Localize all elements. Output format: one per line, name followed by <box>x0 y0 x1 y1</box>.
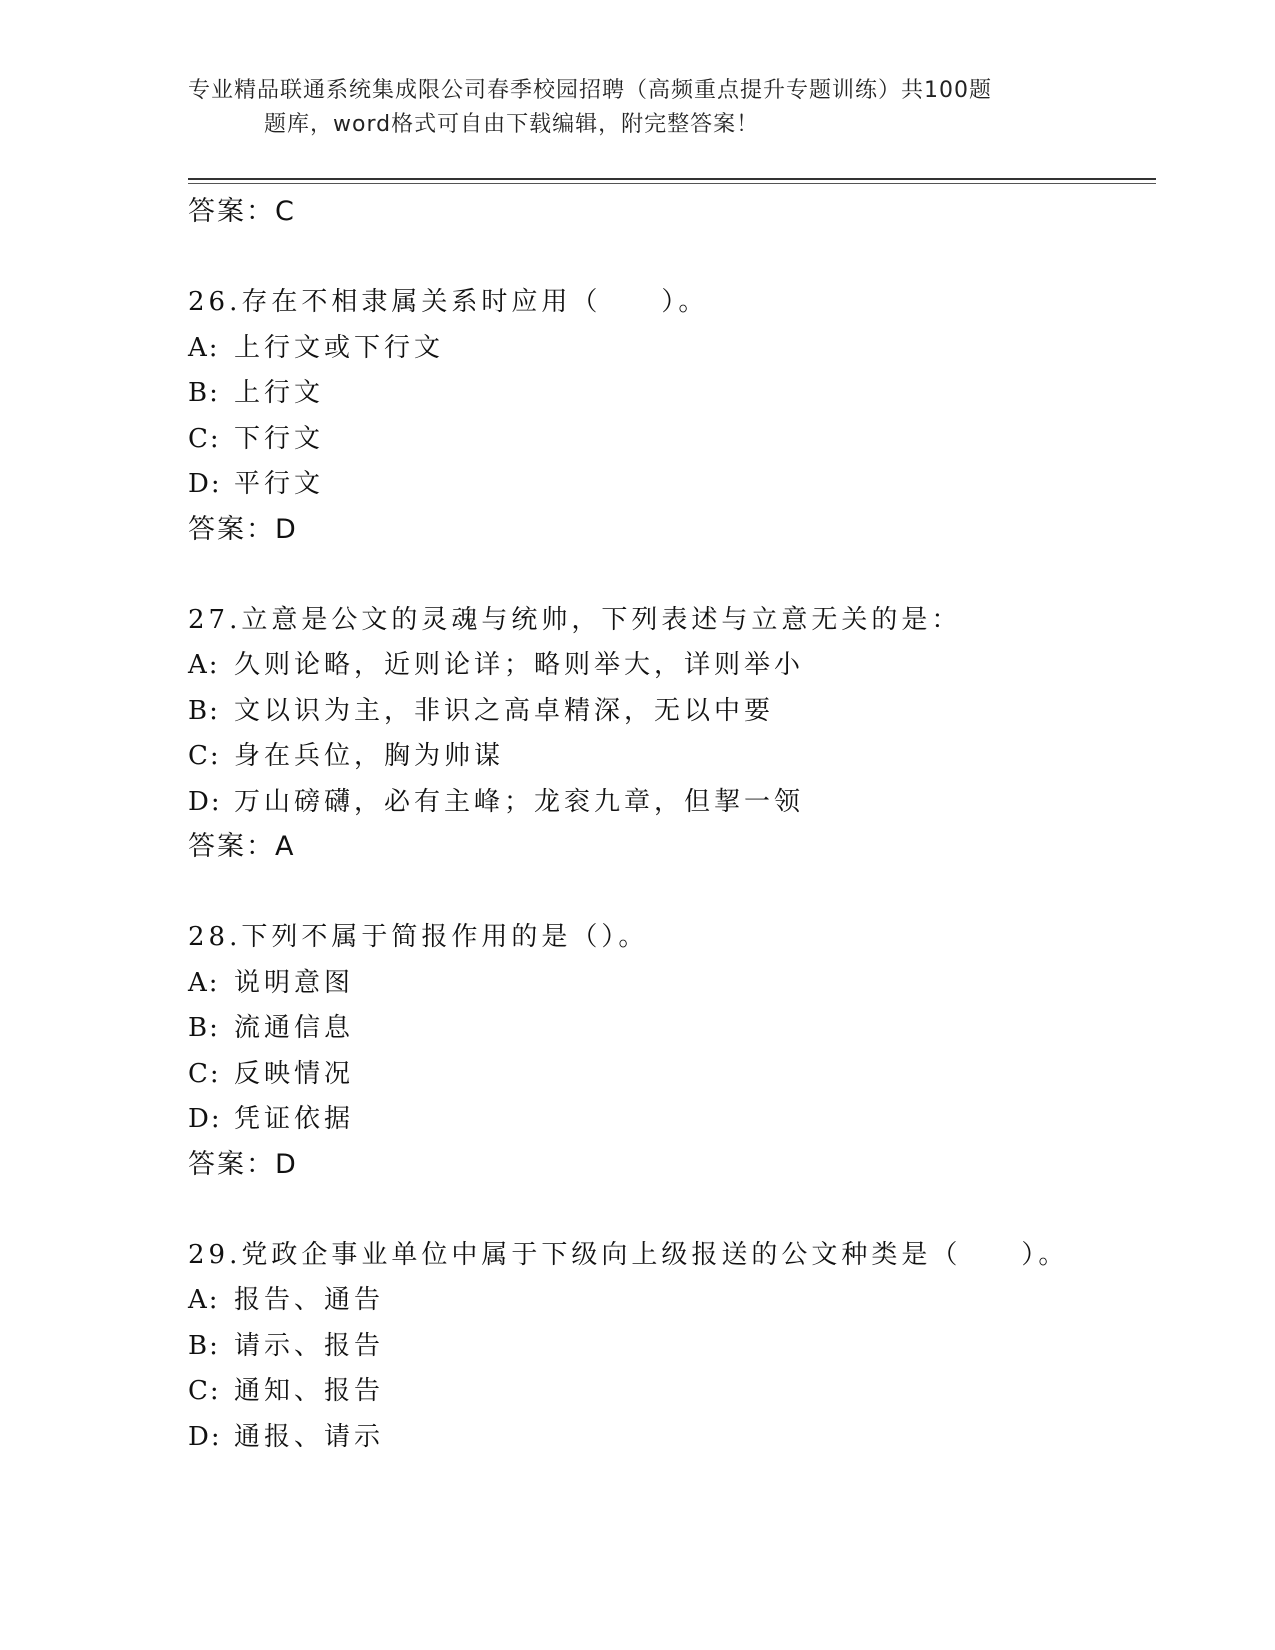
answer-28: 答案：D <box>188 1148 298 1180</box>
question-29 <box>188 1233 1148 1461</box>
option-key: D: <box>188 1421 222 1452</box>
option-text: 说明意图 <box>234 967 355 998</box>
option-text: 流通信息 <box>234 1013 355 1043</box>
option-key: A: <box>188 650 220 680</box>
option-key: C: <box>188 741 221 771</box>
option-c <box>188 1052 1148 1098</box>
option-key: D: <box>188 786 222 817</box>
option-key: C: <box>188 1058 221 1089</box>
question-stem: 28.下列不属于简报作用的是（）。 <box>188 922 649 952</box>
option-text: 下行文 <box>234 423 325 454</box>
option-key: D: <box>188 469 222 499</box>
option-text: 身在兵位，胸为帅谋 <box>234 741 505 771</box>
option-key: A: <box>188 967 220 998</box>
header-title-line-2: 题库，word格式可自由下载编辑，附完整答案！ <box>264 112 760 137</box>
option-b <box>188 689 1148 735</box>
option-text: 上行文 <box>234 378 325 408</box>
answer-25: 答案：C <box>188 196 296 227</box>
answer-26: 答案：D <box>188 513 298 545</box>
option-d <box>188 1415 1148 1461</box>
option-b <box>188 1006 1148 1052</box>
option-key: B: <box>188 1013 220 1043</box>
question-27 <box>188 598 1148 870</box>
option-key: B: <box>188 378 220 408</box>
option-text: 上行文或下行文 <box>234 332 445 363</box>
question-stem: 26.存在不相隶属关系时应用（ ）。 <box>188 287 709 317</box>
question-stem: 27.立意是公文的灵魂与统帅，下列表述与立意无关的是： <box>188 604 962 635</box>
option-text: 平行文 <box>234 469 325 499</box>
option-key: B: <box>188 1330 220 1361</box>
option-a <box>188 1278 1148 1324</box>
option-c <box>188 417 1148 463</box>
question-28 <box>188 915 1148 1187</box>
page-header <box>188 74 1088 142</box>
option-a <box>188 326 1148 372</box>
option-key: C: <box>188 1376 221 1406</box>
question-26 <box>188 280 1148 552</box>
option-b <box>188 371 1148 417</box>
option-text: 凭证依据 <box>234 1104 355 1134</box>
header-divider-thin <box>188 183 1156 184</box>
option-text: 请示、报告 <box>234 1330 385 1361</box>
option-text: 久则论略，近则论详；略则举大，详则举小 <box>234 650 805 680</box>
option-key: B: <box>188 695 220 726</box>
option-d <box>188 462 1148 508</box>
option-d <box>188 1097 1148 1143</box>
question-stem: 29.党政企事业单位中属于下级向上级报送的公文种类是（ ）。 <box>188 1239 1069 1270</box>
option-text: 反映情况 <box>234 1058 355 1089</box>
option-a <box>188 643 1148 689</box>
option-key: D: <box>188 1104 222 1134</box>
option-key: C: <box>188 423 221 454</box>
option-text: 万山磅礴，必有主峰；龙衮九章，但挈一领 <box>234 786 805 817</box>
answer-27: 答案：A <box>188 831 296 862</box>
option-c <box>188 1369 1148 1415</box>
option-key: A: <box>188 1285 220 1315</box>
question-list <box>188 190 1148 1506</box>
option-text: 通知、报告 <box>234 1376 385 1406</box>
option-c <box>188 734 1148 780</box>
header-divider-thick <box>188 178 1156 180</box>
option-d <box>188 780 1148 826</box>
option-text: 报告、通告 <box>234 1285 385 1315</box>
option-key: A: <box>188 332 220 363</box>
header-title-line-1: 专业精品联通系统集成限公司春季校园招聘（高频重点提升专题训练）共100题 <box>188 78 992 103</box>
option-text: 通报、请示 <box>234 1421 385 1452</box>
option-a <box>188 961 1148 1007</box>
option-b <box>188 1324 1148 1370</box>
option-text: 文以识为主，非识之高卓精深，无以中要 <box>234 695 775 726</box>
